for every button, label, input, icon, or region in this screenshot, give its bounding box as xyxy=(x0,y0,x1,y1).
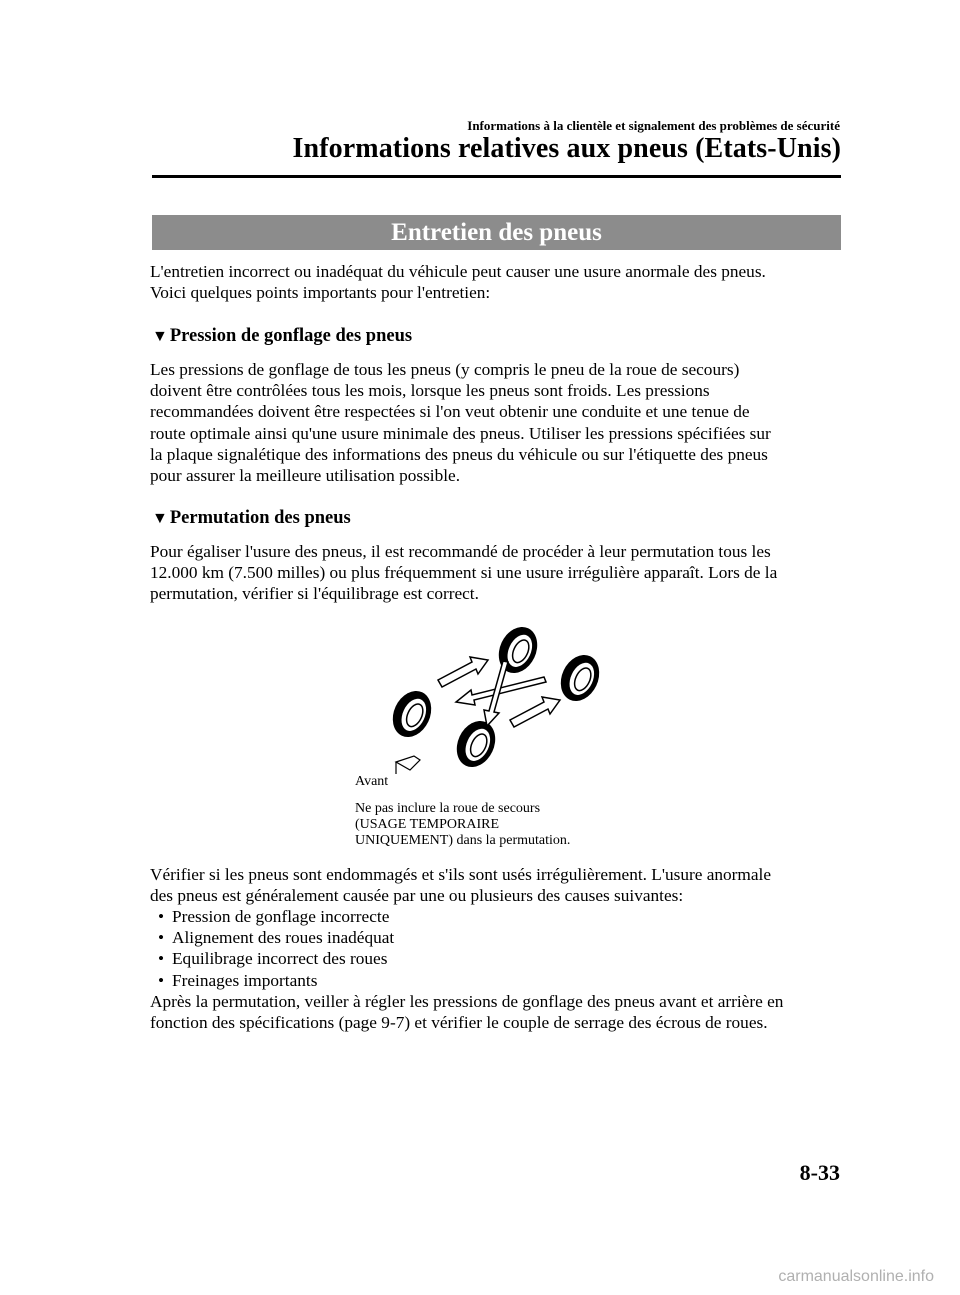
arrow-icon xyxy=(510,697,560,727)
text-line: Après la permutation, veiller à régler les pressions de gonflage des pneus avant et arrière en xyxy=(150,992,784,1011)
subsection-heading-rotation xyxy=(152,508,351,529)
list-item xyxy=(150,927,394,948)
tire-icon xyxy=(492,621,545,680)
text-line: la plaque signalétique des informations des pneus du véhicule ou sur l'étiquette des pneus xyxy=(150,444,768,464)
tire-icon xyxy=(450,715,503,774)
subsection-heading-inflation xyxy=(152,326,412,347)
damage-paragraph xyxy=(150,864,850,906)
watermark: carmanualsonline.info xyxy=(778,1268,934,1285)
text-line: L'entretien incorrect ou inadéquat du véhicule peut causer une usure anormale des pneus. xyxy=(150,262,766,281)
arrow-icon xyxy=(438,657,488,687)
text-line: des pneus est généralement causée par une ou plusieurs des causes suivantes: xyxy=(150,886,684,906)
inflation-paragraph xyxy=(150,359,850,486)
intro-paragraph xyxy=(150,261,850,303)
page-title: Informations relatives aux pneus (Etats-Unis) xyxy=(292,133,841,164)
text-line: route optimale ainsi qu'une usure minimale des pneus. Utiliser les pressions spécifiées sur xyxy=(150,423,771,443)
list-item xyxy=(150,906,394,927)
text-line: recommandées doivent être respectées si l'on veut obtenir une conduite et une tenue de xyxy=(150,402,750,422)
list-item xyxy=(150,970,394,991)
front-label: Avant xyxy=(355,774,389,789)
chapter-title: Informations à la clientèle et signalement des problèmes de sécurité xyxy=(467,118,840,133)
subsection-title: Pression de gonflage des pneus xyxy=(169,326,413,346)
rotation-paragraph xyxy=(150,541,850,605)
tire-rotation-diagram xyxy=(380,610,620,780)
tire-icon xyxy=(386,685,439,744)
text-line: fonction des spécifications (page 9-7) et vérifier le couple de serrage des écrous de roues. xyxy=(150,1013,768,1033)
text-line: Voici quelques points importants pour l'entretien: xyxy=(150,283,491,303)
front-pointer-icon xyxy=(396,756,420,774)
list-item-text: Equilibrage incorrect des roues xyxy=(172,949,388,969)
list-item-text: Pression de gonflage incorrecte xyxy=(172,907,390,926)
section-title: Entretien des pneus xyxy=(152,215,841,250)
text-line: 12.000 km (7.500 milles) ou plus fréquemment si une usure irrégulière apparaît. Lors de la xyxy=(150,563,778,583)
bullet-icon: • xyxy=(157,928,165,948)
list-item xyxy=(150,948,394,969)
triangle-marker-icon: ▼ xyxy=(152,510,168,527)
caption-line: (USAGE TEMPORAIRE xyxy=(355,817,500,832)
tire-icon xyxy=(554,649,607,708)
caption-line: UNIQUEMENT) dans la permutation. xyxy=(355,833,571,848)
causes-list xyxy=(150,906,394,991)
figure-caption xyxy=(355,801,570,849)
subsection-title: Permutation des pneus xyxy=(169,508,351,528)
list-item-text: Alignement des roues inadéquat xyxy=(172,928,395,948)
caption-line: Ne pas inclure la roue de secours xyxy=(355,801,541,816)
triangle-marker-icon: ▼ xyxy=(152,328,168,345)
closing-paragraph xyxy=(150,991,850,1033)
text-line: pour assurer la meilleure utilisation possible. xyxy=(150,466,461,486)
text-line: doivent être contrôlées tous les mois, lorsque les pneus sont froids. Les pressions xyxy=(150,381,710,401)
text-line: Les pressions de gonflage de tous les pneus (y compris le pneu de la roue de secours) xyxy=(150,360,740,379)
bullet-icon: • xyxy=(157,907,165,926)
list-item-text: Freinages importants xyxy=(172,970,318,990)
text-line: Pour égaliser l'usure des pneus, il est recommandé de procéder à leur permutation tous les xyxy=(150,542,771,561)
text-line: Vérifier si les pneus sont endommagés et s'ils sont usés irrégulièrement. L'usure anormale xyxy=(150,865,771,884)
bullet-icon: • xyxy=(157,970,165,990)
page-number: 8-33 xyxy=(799,1160,840,1185)
bullet-icon: • xyxy=(157,949,165,969)
header-rule xyxy=(152,175,841,178)
text-line: permutation, vérifier si l'équilibrage est correct. xyxy=(150,584,479,604)
